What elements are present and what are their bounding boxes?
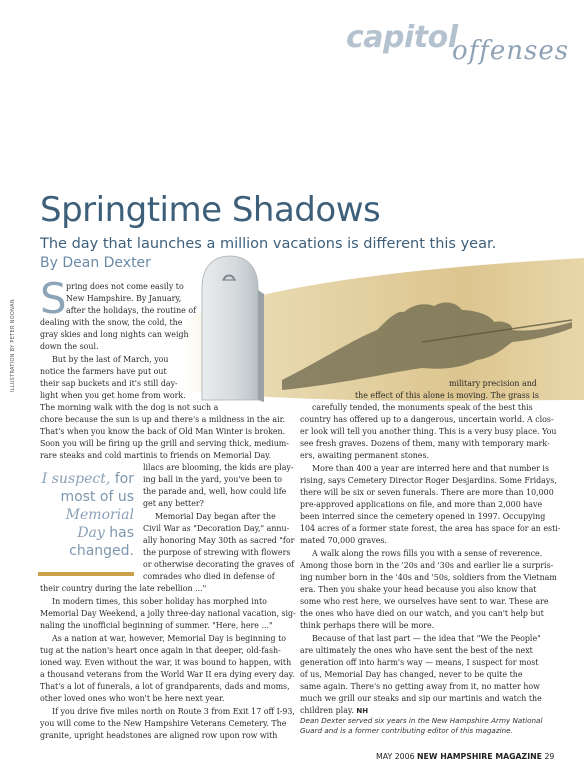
left-line: dealing with the snow, the cold, the	[40, 318, 183, 327]
illustration-credit: ILLUSTRATION BY PETER NOONAN	[10, 299, 16, 392]
column-masthead	[340, 18, 580, 68]
drop-cap: S	[40, 274, 67, 323]
left-line: If you drive five miles north on Route 3 from Exit 17 off I-93,	[52, 707, 295, 716]
left-line: New Hampshire. By January,	[66, 294, 182, 303]
right-line: the effect of this alone is moving. The grass is	[355, 391, 539, 400]
right-line: there will be six or seven funerals. There are more than 10,000	[300, 488, 554, 497]
masthead-capitol: capitol	[346, 20, 458, 55]
left-line: ioned way. Even without the war, it was bound to happen, with	[40, 658, 292, 667]
right-line: military precision and	[449, 379, 537, 388]
left-line: comrades who died in defense of	[143, 572, 275, 581]
left-line: a thousand veterans from the World War II era dying every day.	[40, 670, 295, 679]
right-line: A walk along the rows fills you with a sense of reverence.	[312, 549, 543, 558]
left-line: notice the farmers have put out	[40, 367, 167, 376]
right-line-text: children play.	[300, 706, 354, 715]
left-line: In modern times, this sober holiday has morphed into	[52, 597, 267, 606]
footer-magazine: NEW HAMPSHIRE MAGAZINE	[417, 752, 542, 761]
pullquote-word: for	[110, 471, 134, 487]
author-bio	[300, 716, 542, 736]
left-line: rare steaks and cold martinis to friends on Memorial Day.	[40, 451, 272, 460]
left-line: But by the last of March, you	[52, 355, 169, 364]
left-line: ing ball in the yard, you've been to	[143, 475, 283, 484]
right-line: are ultimately the ones who have sent the best of the next	[300, 646, 533, 655]
bio-line: Dean Dexter served six years in the New Hampshire Army National	[300, 716, 543, 725]
pull-quote-rule	[38, 572, 134, 576]
end-mark: NH	[356, 707, 369, 715]
right-line: much we grill our steaks and sip our martinis and watch the	[300, 694, 542, 703]
left-line: the parade and, well, how could life	[143, 487, 287, 496]
right-line: ers, awaiting permanent stones.	[300, 451, 430, 460]
right-line: some who rest here, we ourselves have sent to war. These are	[300, 597, 549, 606]
pull-quote	[38, 470, 134, 560]
left-line: Civil War as "Decoration Day," annu-	[143, 524, 290, 533]
right-line: of us, Memorial Day has changed, never to be quite the	[300, 670, 523, 679]
left-line: get any better?	[143, 499, 204, 508]
left-line: ally honoring May 30th as sacred "for	[143, 536, 295, 545]
right-line: see fresh graves. Dozens of them, many with temporary mark-	[300, 439, 550, 448]
left-line: The morning walk with the dog is not such a	[40, 403, 219, 412]
left-line: tug at the nation's heart once again in that deeper, old-fash-	[40, 646, 281, 655]
pullquote-word: has	[104, 525, 134, 541]
right-line: been interred since the cemetery opened in 1997. Occupying	[300, 512, 546, 521]
left-line: granite, upright headstones are aligned row upon row with	[40, 731, 278, 740]
masthead-offenses: offenses	[452, 36, 570, 66]
right-line: country has offered up to a dangerous, uncertain world. A clos-	[300, 415, 554, 424]
right-line: ing number born in the '40s and '50s, soldiers from the Vietnam	[300, 573, 557, 582]
right-line: carefully tended, the monuments speak of the best this	[312, 403, 533, 412]
left-line: Memorial Day Weekend, a jolly three-day national vacation, sig-	[40, 609, 296, 618]
left-line: you will come to the New Hampshire Veterans Cemetery. The	[40, 719, 287, 728]
right-line: Among those born in the '20s and '30s and earlier lie a surpris-	[300, 561, 554, 570]
left-line: the purpose of strewing with flowers	[143, 548, 291, 557]
article-byline: By Dean Dexter	[40, 255, 151, 271]
right-line: More than 400 a year are interred here and that number is	[312, 464, 549, 473]
left-line: pring does not come easily to	[66, 282, 184, 291]
right-line: rising, says Cemetery Director Roger Desjardins. Some Fridays,	[300, 476, 557, 485]
left-line: their country during the late rebellion ..."	[40, 584, 207, 593]
right-line: Because of that last part — the idea that "We the People"	[312, 634, 541, 643]
pullquote-word: Day	[77, 525, 105, 541]
right-line: the ones who have died on our watch, and you can't help but	[300, 609, 544, 618]
left-line: That's when you know the back of Old Man Winter is broken.	[40, 427, 286, 436]
left-line: gray skies and long nights can weigh	[40, 330, 189, 339]
right-line: 104 acres of a former state forest, the area has space for an esti-	[300, 524, 561, 533]
right-line: think perhaps there will be more.	[300, 621, 435, 630]
right-line: generation off into harm's way — means, I suspect for most	[300, 658, 539, 667]
pullquote-line: most of us	[60, 489, 134, 505]
footer-page-number: 29	[544, 752, 555, 761]
left-line: other loved ones who won't be here next year.	[40, 694, 225, 703]
left-line: That's a lot of funerals, a lot of grandparents, dads and moms,	[40, 682, 290, 691]
left-line: light when you get home from work.	[40, 391, 186, 400]
left-line: after the holidays, the routine of	[66, 306, 196, 315]
pullquote-word: I suspect,	[41, 471, 111, 487]
pullquote-line: changed.	[69, 543, 134, 559]
right-line: same again. There's no getting away from it, no matter how	[300, 682, 540, 691]
left-line: their sap buckets and it's still day-	[40, 379, 178, 388]
footer-date: MAY 2006	[376, 752, 415, 761]
pullquote-line: Memorial	[65, 507, 134, 523]
article-subhead: The day that launches a million vacations is different this year.	[40, 236, 497, 252]
left-line: chore because the sun is up and there's a mildness in the air.	[40, 415, 286, 424]
left-line: lilacs are blooming, the kids are play-	[143, 463, 294, 472]
left-line: As a nation at war, however, Memorial Day is beginning to	[52, 634, 286, 643]
right-line: pre-approved applications on file, and more than 2,000 have	[300, 500, 543, 509]
left-line: or otherwise decorating the graves of	[143, 560, 294, 569]
article-headline: Springtime Shadows	[40, 190, 381, 230]
left-line: Memorial Day began after the	[155, 512, 276, 521]
left-line: Soon you will be firing up the grill and serving thick, medium-	[40, 439, 289, 448]
left-line: naling the unofficial beginning of summer. "Here, here ..."	[40, 621, 273, 630]
left-line: down the soul.	[40, 342, 99, 351]
right-line: mated 70,000 graves.	[300, 536, 387, 545]
right-line: era. Then you shake your head because you also know that	[300, 585, 537, 594]
right-line: er look will tell you another thing. This is a very busy place. You	[300, 427, 557, 436]
bio-line: Guard and is a former contributing editor of this magazine.	[300, 726, 513, 735]
page-footer	[376, 752, 554, 761]
